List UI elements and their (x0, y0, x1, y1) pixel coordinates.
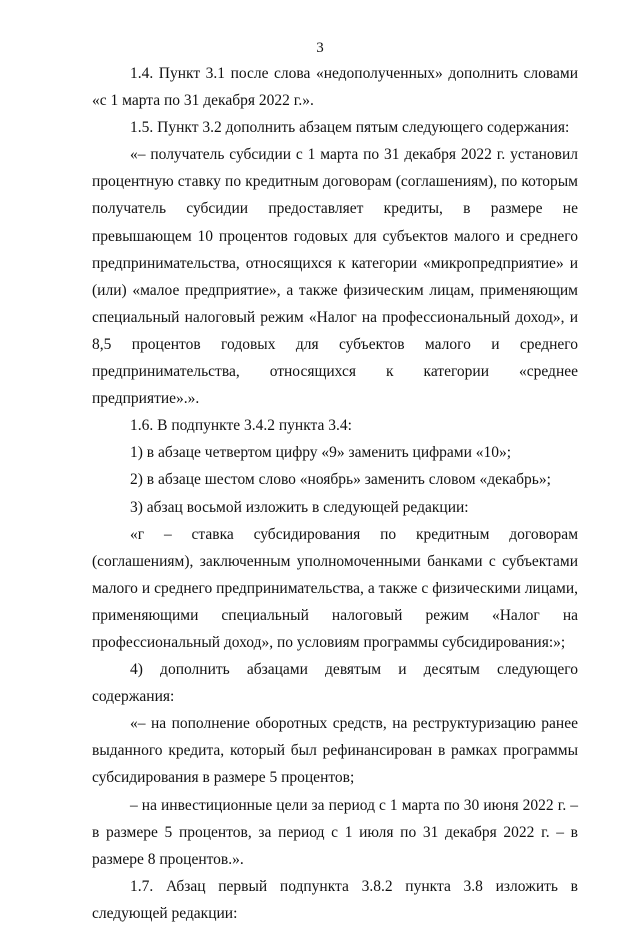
paragraph-1-6: 1.6. В подпункте 3.4.2 пункта 3.4: (130, 417, 352, 435)
paragraph-item-3: 3) абзац восьмой изложить в следующей редакции: (130, 498, 469, 516)
paragraph-item-1: 1) в абзаце четвертом цифру «9» заменить цифрами «10»; (130, 444, 512, 462)
paragraph-item-2: 2) в абзаце шестом слово «ноябрь» заменить словом «декабрь»; (130, 471, 551, 489)
paragraph-1-7: 1.7. Абзац первый подпункта 3.8.2 пункта 3.8 изложить в следующей редакции: (92, 877, 578, 922)
paragraph-1-5: 1.5. Пункт 3.2 дополнить абзацем пятым следующего содержания: (130, 119, 570, 137)
paragraph-investment: – на инвестиционные цели за период с 1 марта по 30 июня 2022 г. – в размере 5 процентов, за период с 1 июля по 31 декабря 2022 г. – в размере 8 процентов.». (92, 796, 578, 868)
paragraph-1-4: 1.4. Пункт 3.1 после слова «недополученных» дополнить словами «с 1 марта по 31 декабря 2022 г.». (92, 65, 578, 110)
paragraph-item-4: 4) дополнить абзацами девятым и десятым следующего содержания: (92, 661, 578, 706)
page-number: 3 (316, 40, 324, 56)
paragraph-quote-recipient: «– получатель субсидии с 1 марта по 31 декабря 2022 г. установил процентную ставку по кредитным договорам (соглашениям), по которым получатель субсидии предоставляет кредиты, в размере не превышающем 10 процентов годовых для субъектов малого и среднего предпринимательства, относящихся к категории «микропредприятие» и (или) «малое предприятие», а также физическим лицам, применяющим специальный налоговый режим «Налог на профессиональный доход», и 8,5 процентов годовых для субъектов малого и среднего предпринимательства, относящихся к категории «среднее предприятие».». (92, 146, 578, 408)
paragraph-quote-rate: «г – ставка субсидирования по кредитным договорам (соглашениям), заключенным уполномоченными банками с субъектами малого и среднего предпринимательства, а также с физическими лицами, применяющими специальный налоговый режим «Налог на профессиональный доход», по условиям программы субсидирования:»; (92, 525, 578, 651)
paragraph-quote-working-capital: «– на пополнение оборотных средств, на реструктуризацию ранее выданного кредита, который был рефинансирован в рамках программы субсидирования в размере 5 процентов; (92, 715, 578, 787)
document-body (92, 60, 578, 927)
